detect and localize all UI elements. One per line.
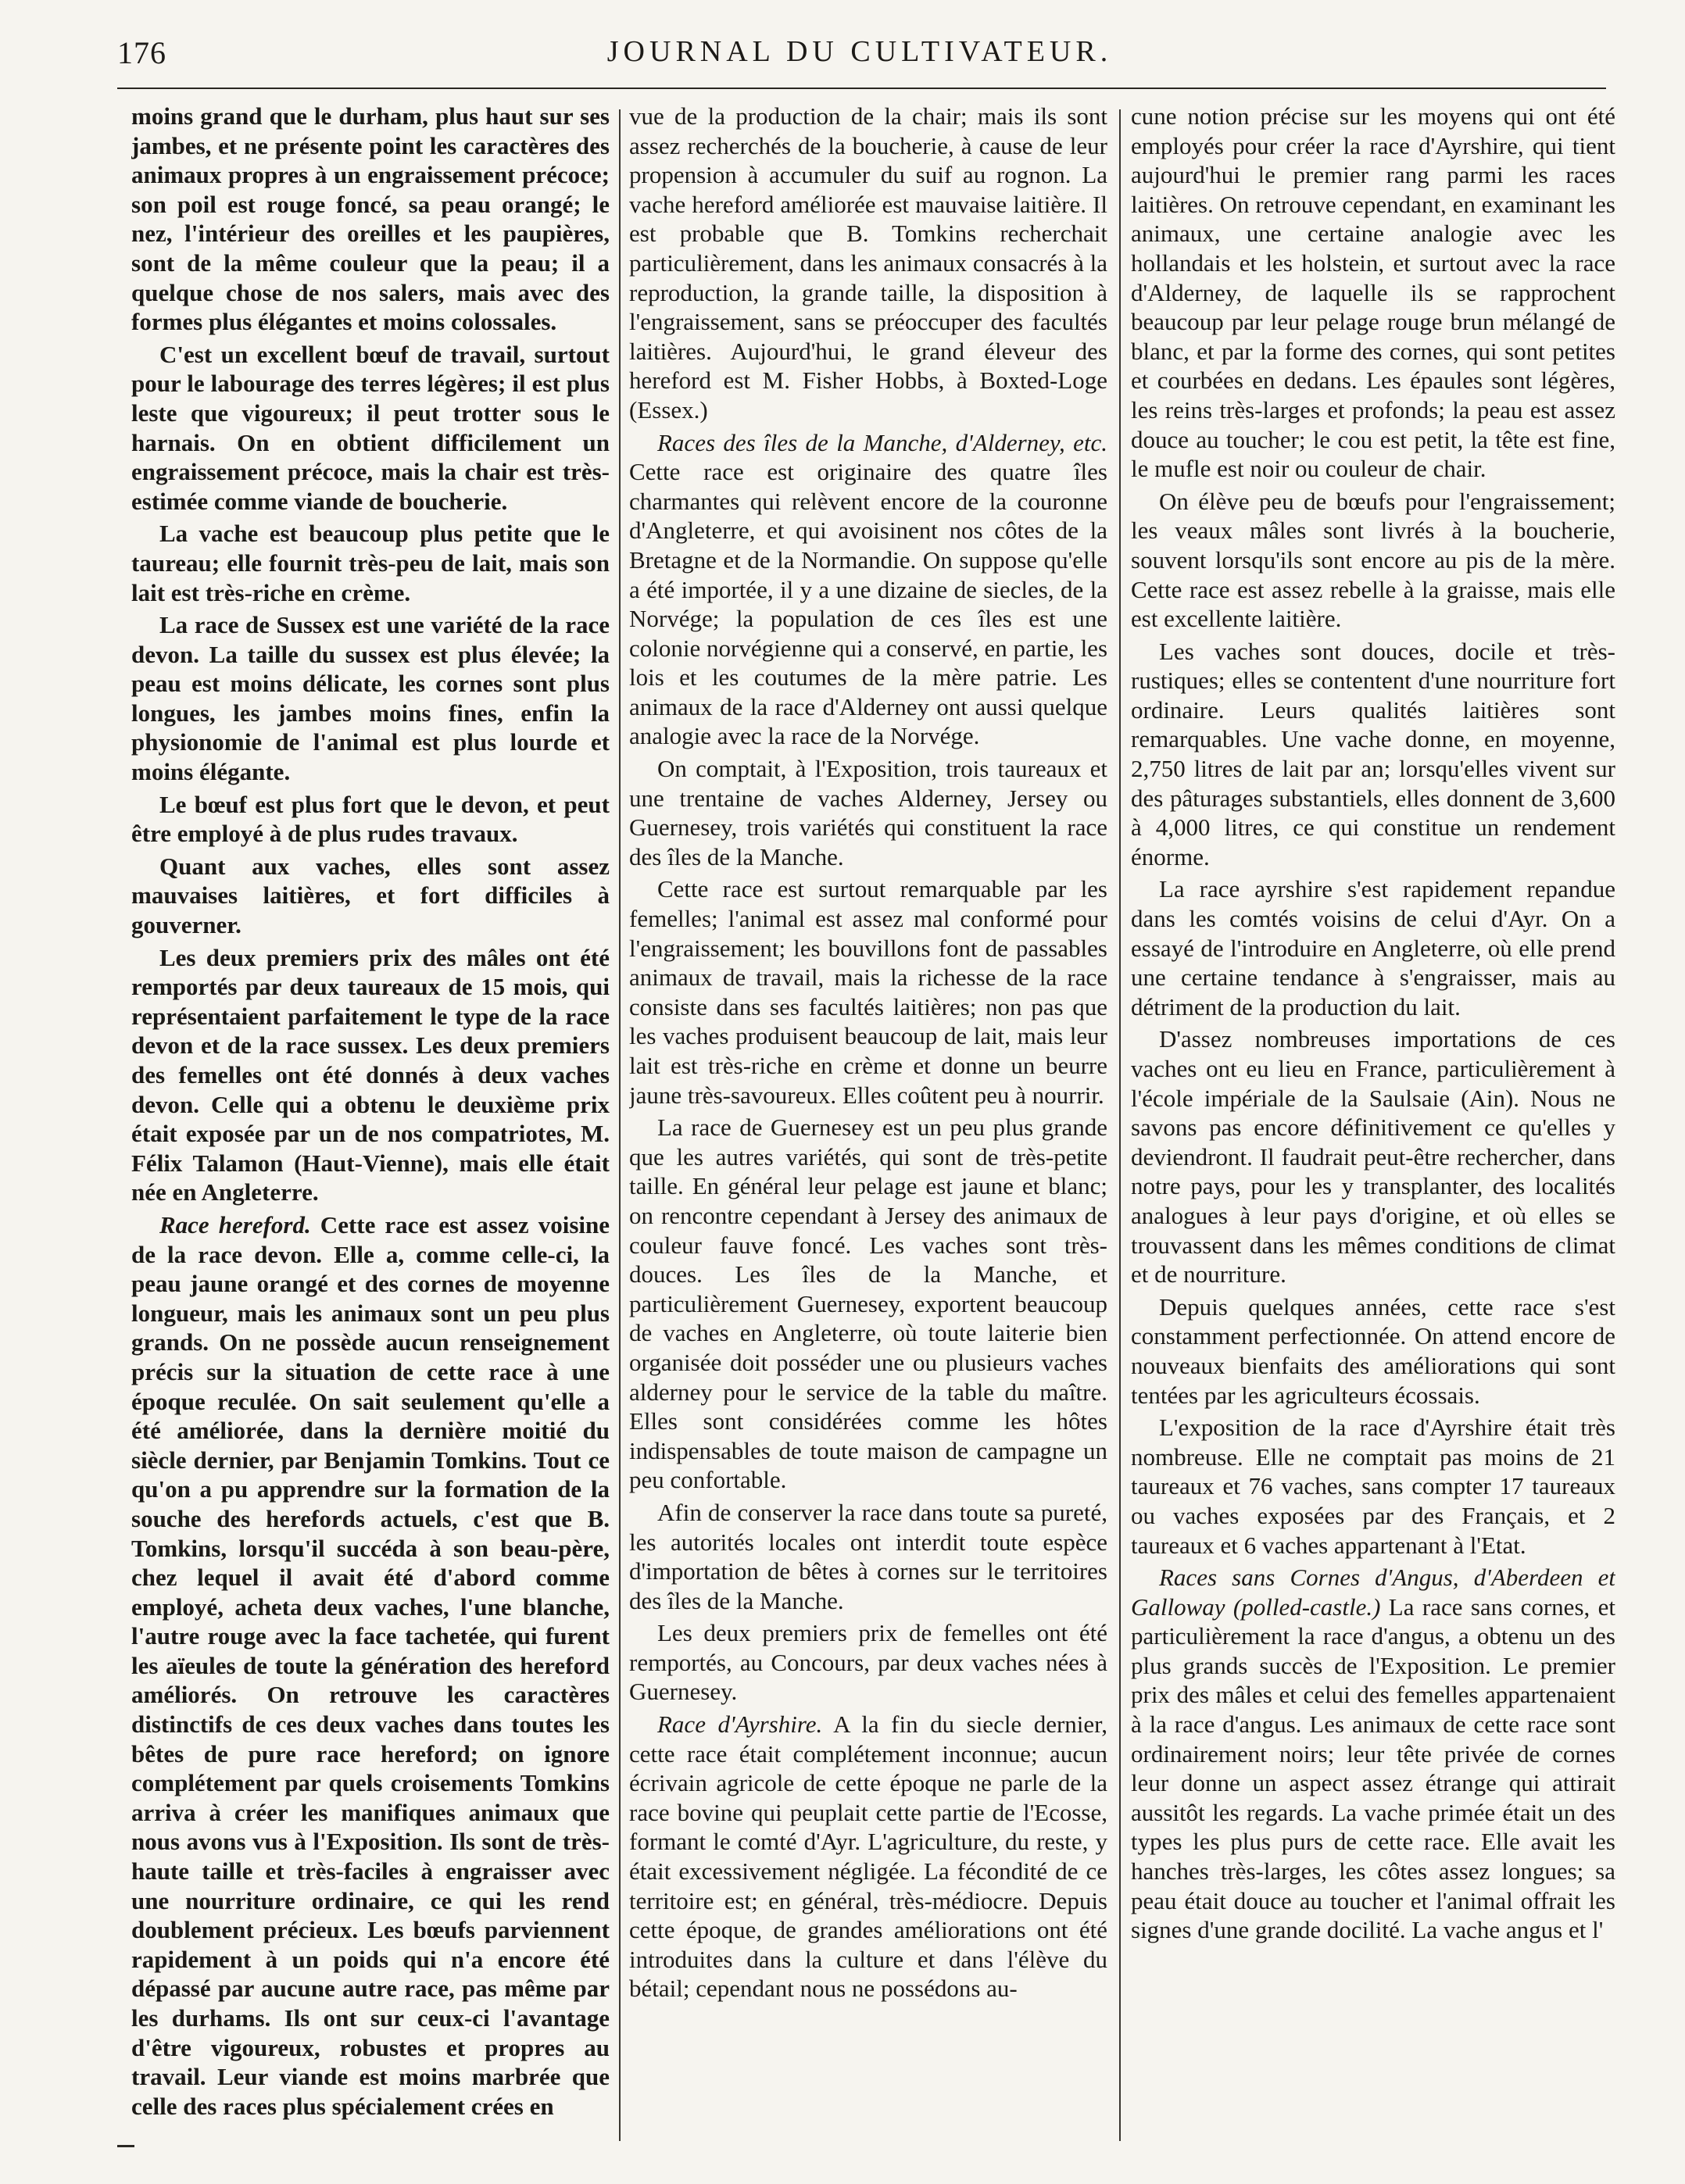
paragraph-text: moins grand que le durham, plus haut sur ses jambes, et ne présente point les caractères des animaux propres à un engraissement précoce; son poil est rouge foncé, sa peau orangé; le nez, l'intérieur des oreilles et les paupières, sont de la même couleur que la peau; il a quelque chose de nos salers, mais avec des formes plus élégantes et moins colossales.: [131, 102, 610, 336]
paragraph: [1131, 487, 1615, 634]
paragraph: [1131, 102, 1615, 484]
paragraph-text: Depuis quelques années, cette race s'est constamment perfectionnée. On attend encore de nouveaux bienfaits des améliorations qui sont tentées par les agriculteurs écossais.: [1131, 1292, 1615, 1409]
paragraph-text: La race ayrshire s'est rapidement repandue dans les comtés voisins de celui d'Ayr. On a essayé de l'introduire en Angleterre, où elle prend une certaine tendance à s'engraisser, mais au détriment de la production du lait.: [1131, 875, 1615, 1021]
text-column-2: [629, 102, 1107, 2149]
section-lead: Race d'Ayrshire.: [657, 1710, 823, 1739]
paragraph: [131, 519, 610, 607]
column-divider-1: [619, 109, 621, 2141]
paragraph: [131, 610, 610, 787]
section-lead: Race hereford.: [159, 1210, 311, 1239]
paragraph-text: On comptait, à l'Exposition, trois taureaux et une trentaine de vaches Alderney, Jersey ou Guernesey, trois variétés qui constituent la race des îles de la Manche.: [629, 755, 1107, 870]
paragraph: [629, 874, 1107, 1110]
paragraph: [1131, 1292, 1615, 1410]
paragraph-text: vue de la production de la chair; mais ils sont assez recherchés de la boucherie, à cause de leur propension à accumuler du suif au rognon. La vache hereford améliorée est mauvaise laitière. Il est probable que B. Tomkins recherchait particulièrement, dans les animaux consacrés à la reproduction, la grande taille, la disposition à l'engraissement, sans se préoccuper des facultés laitières. Aujourd'hui, le grand éleveur des hereford est M. Fisher Hobbs, à Boxted-Loge (Essex.): [629, 102, 1107, 424]
paragraph-text: Cette race est originaire des quatre îles charmantes qui relèvent encore de la couronne d'Angleterre, et qui avoisinent nos côtes de la Bretagne et de la Normandie. On suppose qu'elle a été importée, il y a une dizaine de siecles, de la Norvége; la population de ces îles est une colonie norvégienne qui a conservé, en partie, les lois et les coutumes de la mère patrie. Les animaux de la race d'Alderney ont aussi quelque analogie avec la race de la Norvége.: [629, 458, 1107, 750]
running-title: JOURNAL DU CULTIVATEUR.: [606, 35, 1113, 68]
paragraph: [1131, 1024, 1615, 1289]
paragraph: [131, 340, 610, 517]
text-column-1: [131, 102, 610, 2149]
paragraph-text: Afin de conserver la race dans toute sa pureté, les autorités locales ont interdit toute espèce d'importation de bêtes à cornes sur le territoires des îles de la Manche.: [629, 1498, 1107, 1614]
paragraph: [131, 852, 610, 940]
paragraph-text: D'assez nombreuses importations de ces vaches ont eu lieu en France, particulièrement à l'école impériale de la Saulsaie (Ain). Nous ne savons pas encore définitivement ce qu'elles y deviendront. Il faudrait peut-être rechercher, dans notre pays, pour les y transplanter, des localités analogues à leur pays d'origine, et où elles se trouvassent dans les mêmes conditions de climat et de nourriture.: [1131, 1025, 1615, 1289]
paragraph: [629, 1498, 1107, 1615]
paragraph-text: La race de Guernesey est un peu plus grande que les autres variétés, qui sont de très-petite taille. En général leur pelage est jaune et blanc; on rencontre cependant à Jersey des animaux de couleur fauve foncé. Les vaches sont très-douces. Les îles de la Manche, et particulièrement Guernesey, exportent beaucoup de vaches en Angleterre, où toute laiterie bien organisée doit posséder une ou plusieurs vaches alderney pour le service de la table du maître. Elles sont considérées comme les hôtes indispensables de toute maison de campagne un peu confortable.: [629, 1113, 1107, 1494]
page-number: 176: [117, 35, 166, 70]
paragraph-text: La race sans cornes, et particulièrement la race d'angus, a obtenu un des plus grands succès de l'Exposition. Le premier prix des mâles et celui des femelles appartenaient à la race d'angus. Les animaux de cette race sont ordinairement noirs; leur tête privée de cornes leur donne un aspect assez étrange qui attirait aussitôt les regards. La vache primée était un des types les plus purs de cette race. Elle avait les hanches très-larges, les côtes assez longues; sa peau était douce au toucher et l'animal offrait les signes d'une grande docilité. La vache angus et l': [1131, 1592, 1615, 1944]
header-rule: [117, 88, 1606, 89]
paragraph: [1131, 1413, 1615, 1560]
column-divider-2: [1119, 109, 1121, 2141]
paragraph: [629, 754, 1107, 871]
paragraph-text: Les deux premiers prix des mâles ont été remportés par deux taureaux de 15 mois, qui représentaient parfaitement le type de la race devon et de la race sussex. Les deux premiers des femelles ont été donnés à deux vaches devon. Celle qui a obtenu le deuxième prix était exposée par un de nos compatriotes, M. Félix Talamon (Haut-Vienne), mais elle était née en Angleterre.: [131, 943, 610, 1206]
paragraph: [629, 428, 1107, 752]
paragraph-text: Le bœuf est plus fort que le devon, et peut être employé à de plus rudes travaux.: [131, 790, 610, 848]
paragraph-text: Quant aux vaches, elles sont assez mauvaises laitières, et fort difficiles à gouverner.: [131, 852, 610, 939]
text-column-3: [1131, 102, 1615, 2149]
paragraph: [1131, 874, 1615, 1021]
paragraph-text: La race de Sussex est une variété de la race devon. La taille du sussex est plus élevée; la peau est moins délicate, les cornes sont plus longues, les jambes moins fines, enfin la physionomie de l'animal est plus lourde et moins élégante.: [131, 611, 610, 786]
paragraph: [131, 102, 610, 337]
page-header: [117, 34, 1602, 89]
paragraph: [629, 1113, 1107, 1495]
paragraph: [1131, 1563, 1615, 1945]
paragraph-text: Les vaches sont douces, docile et très-rustiques; elles se contentent d'une nourriture fort ordinaire. Leurs qualités laitières sont remarquables. Une vache donne, en moyenne, 2,750 litres de lait par an; lorsqu'elles vivent sur des pâturages substantiels, elles donnent de 3,600 à 4,000 litres, ce qui constitue un rendement énorme.: [1131, 637, 1615, 870]
paragraph: [1131, 637, 1615, 872]
paragraph-text: On élève peu de bœufs pour l'engraissement; les veaux mâles sont livrés à la boucherie, souvent lorsqu'ils sont encore au pis de la mère. Cette race est assez rebelle à la graisse, mais elle est excellente laitière.: [1131, 487, 1615, 633]
paragraph: [629, 1710, 1107, 2003]
paragraph-text: Les deux premiers prix de femelles ont été remportés, au Concours, par deux vaches nées à Guernesey.: [629, 1619, 1107, 1706]
paragraph-text: C'est un excellent bœuf de travail, surtout pour le labourage des terres légères; il est plus leste que vigoureux; il peut trotter sous le harnais. On en obtient difficilement un engraissement précoce, mais la chair est très-estimée comme viande de boucherie.: [131, 340, 610, 515]
footer-mark: [117, 2145, 134, 2147]
paragraph-text: L'exposition de la race d'Ayrshire était très nombreuse. Elle ne comptait pas moins de 21 taureaux et 76 vaches, sans compter 17 taureaux ou vaches exposées par des Français, et 2 taureaux et 6 vaches appartenant à l'Etat.: [1131, 1414, 1615, 1559]
paragraph-text: A la fin du siecle dernier, cette race était complétement inconnue; aucun écrivain agricole de cette époque ne parle de la race bovine qui peuplait cette partie de l'Ecosse, formant le comté d'Ayr. L'agriculture, du reste, y était excessivement négligée. La fécondité de ce territoire est; en général, très-médiocre. Depuis cette époque, de grandes améliorations ont été introduites dans la culture et dans l'élève du bétail; cependant nous ne possédons au-: [629, 1710, 1107, 2003]
paragraph: [629, 102, 1107, 425]
section-lead: Races sans Cornes d'Angus, d'Aberdeen et Galloway (polled-castle.): [1131, 1564, 1615, 1621]
paragraph-text: La vache est beaucoup plus petite que le taureau; elle fournit très-peu de lait, mais son lait est très-riche en crème.: [131, 520, 610, 606]
section-lead: Races des îles de la Manche, d'Alderney, etc.: [657, 428, 1107, 456]
paragraph: [131, 1210, 610, 2121]
paragraph: [131, 790, 610, 849]
paragraph-text: Cette race est assez voisine de la race devon. Elle a, comme celle-ci, la peau jaune orangé et des cornes de moyenne longueur, mais les animaux sont un peu plus grands. On ne possède aucun renseignement précis sur la situation de cette race à une époque reculée. On sait seulement qu'elle a été améliorée, dans la dernière moitié du siècle dernier, par Benjamin Tomkins. Tout ce qu'on a pu apprendre sur la formation de la souche des herefords actuels, c'est que B. Tomkins, lorsqu'il succéda à son beau-père, chez lequel il avait été d'abord comme employé, acheta deux vaches, l'une blanche, l'autre rouge avec la face tachetée, qui furent les aïeules de toute la génération des hereford améliorés. On retrouve les caractères distinctifs de ces deux vaches dans toutes les bêtes de pure race hereford; on ignore complétement par quels croisements Tomkins arriva à créer les manifiques animaux que nous avons vus à l'Exposition. Ils sont de très-haute taille et très-faciles à engraisser avec une nourriture ordinaire, ce qui les rend doublement précieux. Les bœufs parviennent rapidement à un poids qui n'a encore été dépassé par aucune autre race, pas même par les durhams. Ils ont sur ceux-ci l'avantage d'être vigoureux, robustes et propres au travail. Leur viande est moins marbrée que celle des races plus spécialement crées en: [131, 1210, 610, 2120]
paragraph-text: cune notion précise sur les moyens qui ont été employés pour créer la race d'Ayrshire, qui tient aujourd'hui le premier rang parmi les races laitières. On retrouve cependant, en examinant les animaux, une certaine analogie avec les hollandais et les holstein, et surtout avec la race d'Alderney, de laquelle ils se rapprochent beaucoup par leur pelage rouge brun mélangé de blanc, et par la forme des cornes, qui sont petites et courbées en dedans. Les épaules sont légères, les reins très-larges et profonds; la peau est assez douce au toucher; le cou est petit, la tête est fine, le mufle est noir ou couleur de chair.: [1131, 102, 1615, 483]
paragraph: [629, 1618, 1107, 1707]
paragraph: [131, 943, 610, 1207]
paragraph-text: Cette race est surtout remarquable par les femelles; l'animal est assez mal conformé pour l'engraissement; les bouvillons font de passables animaux de travail, mais la richesse de la race consiste dans ses facultés laitières; non pas que les vaches produisent beaucoup de lait, mais leur lait est très-riche en crème et donne un beurre jaune très-savoureux. Elles coûtent peu à nourrir.: [629, 875, 1107, 1109]
